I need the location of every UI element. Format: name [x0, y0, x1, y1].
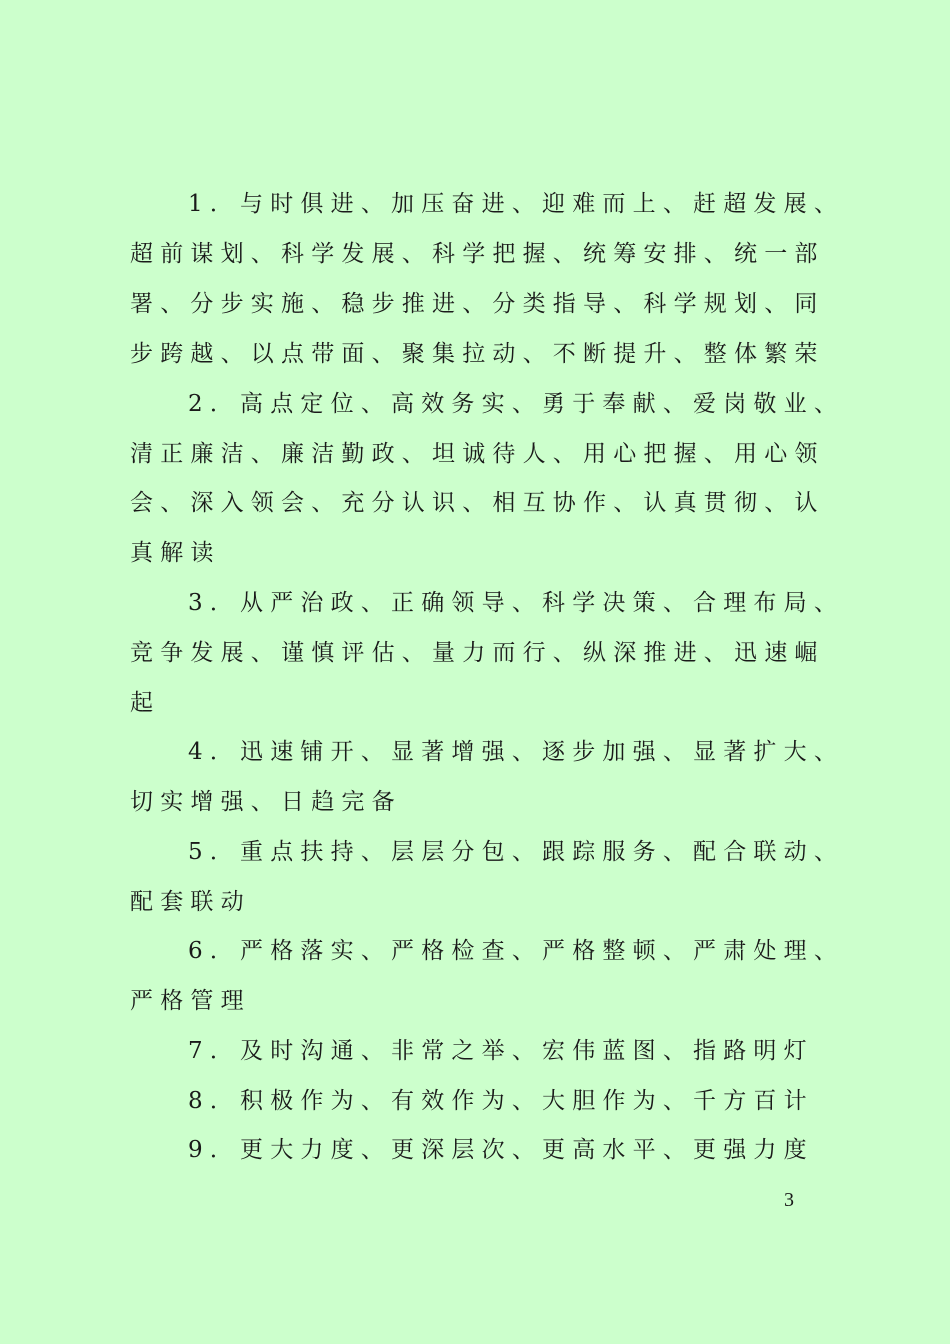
- item-2-line-4: 真解读: [130, 540, 221, 566]
- item-4-line-2: 切实增强、日趋完备: [130, 789, 402, 815]
- item-8-line-1: 8．积极作为、有效作为、大胆作为、千方百计: [188, 1088, 814, 1114]
- item-5-line-1: 5．重点扶持、层层分包、跟踪服务、配合联动、: [188, 839, 845, 865]
- item-2-line-1: 2．高点定位、高效务实、勇于奉献、爱岗敬业、: [188, 391, 845, 417]
- item-2-line-3: 会、深入领会、充分认识、相互协作、认真贯彻、认: [130, 490, 825, 516]
- item-3-line-2: 竞争发展、谨慎评估、量力而行、纵深推进、迅速崛: [130, 640, 825, 666]
- item-9-line-1: 9．更大力度、更深层次、更高水平、更强力度: [188, 1137, 814, 1163]
- item-3-line-1: 3．从严治政、正确领导、科学决策、合理布局、: [188, 590, 845, 616]
- page-number: 3: [784, 1189, 794, 1211]
- item-6-line-2: 严格管理: [130, 988, 251, 1014]
- item-5-line-2: 配套联动: [130, 889, 251, 915]
- item-1-line-1: 1．与时俱进、加压奋进、迎难而上、赶超发展、: [188, 191, 845, 217]
- item-7-line-1: 7．及时沟通、非常之举、宏伟蓝图、指路明灯: [188, 1038, 814, 1064]
- item-1-line-2: 超前谋划、科学发展、科学把握、统筹安排、统一部: [130, 241, 825, 267]
- item-1-line-4: 步跨越、以点带面、聚集拉动、不断提升、整体繁荣: [130, 341, 825, 367]
- item-6-line-1: 6．严格落实、严格检查、严格整顿、严肃处理、: [188, 938, 845, 964]
- item-1-line-3: 署、分步实施、稳步推进、分类指导、科学规划、同: [130, 291, 825, 317]
- item-4-line-1: 4．迅速铺开、显著增强、逐步加强、显著扩大、: [188, 739, 845, 765]
- item-2-line-2: 清正廉洁、廉洁勤政、坦诚待人、用心把握、用心领: [130, 441, 825, 467]
- item-3-line-3: 起: [130, 690, 161, 716]
